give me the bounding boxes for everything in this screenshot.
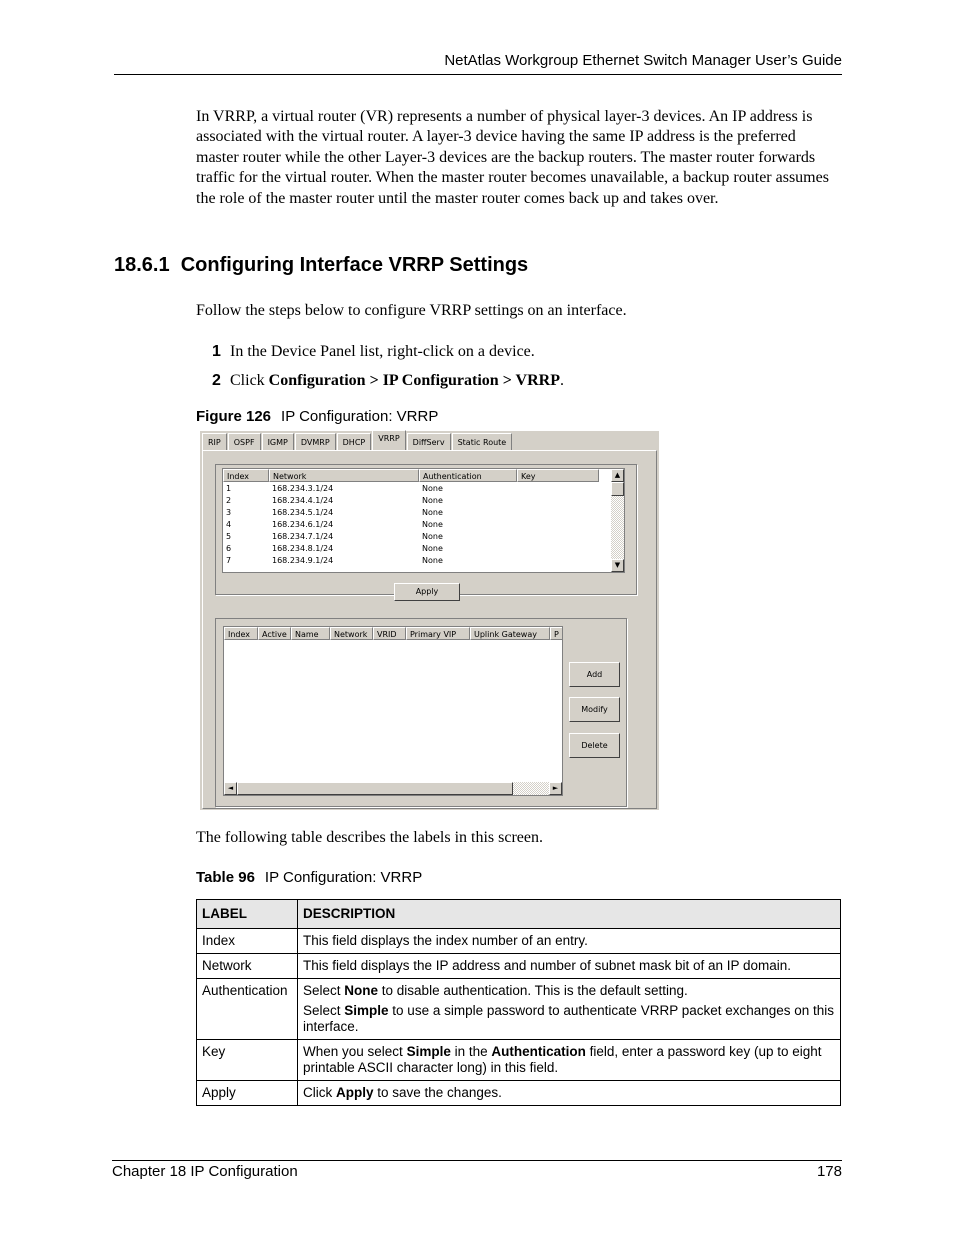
desc-line (303, 1003, 835, 1035)
tab-bar (202, 433, 513, 450)
section-number: 18.6.1 (114, 254, 170, 276)
cell-network: 168.234.6.1/24 (272, 520, 334, 529)
cell-network: 168.234.8.1/24 (272, 544, 334, 553)
row-label: Apply (197, 1081, 298, 1106)
bold-term: Simple (406, 1044, 451, 1059)
text: in the (450, 1044, 492, 1059)
figure-label: Figure 126 (196, 408, 272, 425)
step-text: Click (230, 372, 269, 389)
cell-index: 5 (226, 532, 232, 541)
cell-authentication: None (422, 544, 443, 553)
bold-term: Apply (336, 1085, 374, 1100)
vrrp-list-header (224, 627, 563, 640)
col-uplink-gateway[interactable]: Uplink Gateway (470, 627, 550, 640)
header-label: LABEL (197, 900, 298, 929)
menu-path: Configuration > IP Configuration > VRRP (268, 372, 560, 389)
table-intro: The following table describes the labels in this screen. (196, 829, 544, 846)
tab-dhcp[interactable]: DHCP (337, 433, 372, 451)
interface-group (215, 464, 637, 595)
step-punct: . (559, 372, 564, 389)
row-description (298, 1040, 841, 1081)
step-number: 1 (212, 343, 221, 360)
cell-authentication: None (422, 508, 443, 517)
follow-text: Follow the steps below to configure VRRP settings on an interface. (196, 302, 627, 319)
page-number: 178 (816, 1163, 842, 1180)
scroll-up-icon[interactable]: ▲ (611, 469, 624, 482)
list-item[interactable] (223, 496, 517, 508)
scroll-left-icon[interactable]: ◄ (224, 782, 237, 795)
row-description (298, 1081, 841, 1106)
text: Click (303, 1085, 336, 1100)
page-footer (112, 1160, 842, 1180)
table-row (197, 979, 841, 1040)
col-name[interactable]: Name (291, 627, 330, 640)
row-description: This field displays the IP address and number of subnet mask bit of an IP domain. (298, 954, 841, 979)
col-network[interactable]: Network (330, 627, 373, 640)
interface-list-header (223, 469, 599, 482)
header-description: DESCRIPTION (298, 900, 841, 929)
table-title: IP Configuration: VRRP (264, 869, 423, 886)
delete-button[interactable]: Delete (569, 733, 620, 758)
text: to save the changes. (373, 1085, 502, 1100)
bold-term: Authentication (491, 1044, 586, 1059)
row-label: Authentication (197, 979, 298, 1040)
bold-term: None (344, 983, 379, 998)
cell-network: 168.234.7.1/24 (272, 532, 334, 541)
table-label: Table 96 (196, 869, 255, 886)
text: Select (303, 983, 345, 998)
col-p[interactable]: P (550, 627, 563, 640)
label-description-table (196, 899, 841, 1106)
table-header-row (197, 900, 841, 929)
list-item[interactable] (223, 556, 517, 568)
col-index[interactable]: Index (223, 469, 269, 482)
scroll-down-icon[interactable]: ▼ (611, 559, 624, 572)
cell-network: 168.234.4.1/24 (272, 496, 334, 505)
scroll-thumb[interactable] (611, 482, 624, 496)
modify-button[interactable]: Modify (569, 697, 620, 722)
tab-vrrp[interactable]: VRRP (372, 430, 405, 450)
list-item[interactable] (223, 484, 517, 496)
section-heading (114, 254, 528, 277)
text: When you select (303, 1044, 407, 1059)
table-caption (196, 869, 422, 886)
cell-index: 2 (226, 496, 232, 505)
add-button[interactable]: Add (569, 662, 620, 687)
table-row (197, 954, 841, 979)
list-item[interactable] (223, 532, 517, 544)
interface-list[interactable] (222, 468, 625, 573)
tab-diffserv[interactable]: DiffServ (407, 433, 451, 451)
chapter-title: Chapter 18 IP Configuration (112, 1163, 298, 1180)
col-key[interactable]: Key (517, 469, 599, 482)
list-item[interactable] (223, 520, 517, 532)
cell-index: 4 (226, 520, 232, 529)
tab-dvmrp[interactable]: DVMRP (295, 433, 336, 451)
tab-ospf[interactable]: OSPF (228, 433, 261, 451)
row-description: This field displays the index number of an entry. (298, 929, 841, 954)
row-label: Key (197, 1040, 298, 1081)
vrrp-tab-panel (202, 450, 657, 809)
row-description (298, 979, 841, 1040)
cell-index: 6 (226, 544, 232, 553)
interface-list-scrollbar[interactable] (611, 469, 624, 572)
col-active[interactable]: Active (258, 627, 291, 640)
bold-term: Simple (344, 1003, 389, 1018)
col-vrid[interactable]: VRID (373, 627, 406, 640)
cell-network: 168.234.3.1/24 (272, 484, 334, 493)
cell-index: 3 (226, 508, 232, 517)
col-primary-vip[interactable]: Primary VIP (406, 627, 470, 640)
cell-index: 1 (226, 484, 232, 493)
text: to disable authentication. This is the default setting. (378, 983, 688, 998)
apply-button[interactable]: Apply (394, 583, 460, 601)
intro-paragraph: In VRRP, a virtual router (VR) represents a number of physical layer-3 devices. An IP address is associated with the virtual router. A layer-3 device having the same IP address is the preferred master router while the other Layer-3 devices are the backup routers. The master router forwards traffic for the virtual router. When the master router becomes unavailable, a backup router assumes the role of the master router until the master router comes back up and takes over. (196, 108, 829, 207)
vrrp-list-scrollbar[interactable] (224, 782, 562, 795)
step-2 (212, 372, 564, 390)
vrrp-list[interactable] (223, 626, 563, 796)
cell-authentication: None (422, 520, 443, 529)
figure-caption (196, 408, 438, 425)
desc-line (303, 983, 835, 999)
figure-title: IP Configuration: VRRP (281, 408, 439, 425)
cell-authentication: None (422, 532, 443, 541)
page-header (114, 50, 842, 75)
step-1 (212, 343, 535, 361)
cell-network: 168.234.5.1/24 (272, 508, 334, 517)
cell-index: 7 (226, 556, 232, 565)
scroll-right-icon[interactable]: ► (549, 782, 562, 795)
col-index[interactable]: Index (224, 627, 258, 640)
tab-rip[interactable]: RIP (202, 433, 227, 451)
cell-authentication: None (422, 496, 443, 505)
col-network[interactable]: Network (269, 469, 419, 482)
table-row (197, 929, 841, 954)
scroll-thumb[interactable] (237, 782, 513, 795)
vrrp-group (215, 618, 627, 807)
step-number: 2 (212, 372, 221, 389)
table-row (197, 1040, 841, 1081)
guide-title: NetAtlas Workgroup Ethernet Switch Manager User’s Guide (444, 52, 842, 69)
tab-igmp[interactable]: IGMP (262, 433, 294, 451)
vrrp-screenshot (199, 430, 660, 811)
list-item[interactable] (223, 508, 517, 520)
col-authentication[interactable]: Authentication (419, 469, 517, 482)
cell-authentication: None (422, 556, 443, 565)
row-label: Index (197, 929, 298, 954)
list-item[interactable] (223, 544, 517, 556)
text: field, enter a password key (up to eight printable ASCII character long) in this field. (303, 1044, 822, 1075)
table-row (197, 1081, 841, 1106)
section-title: Configuring Interface VRRP Settings (180, 254, 529, 276)
text: Select (303, 1003, 345, 1018)
cell-network: 168.234.9.1/24 (272, 556, 334, 565)
text: to use a simple password to authenticate VRRP packet exchanges on this interface. (303, 1003, 835, 1034)
cell-authentication: None (422, 484, 443, 493)
tab-static-route[interactable]: Static Route (452, 433, 513, 451)
row-label: Network (197, 954, 298, 979)
step-text: In the Device Panel list, right-click on a device. (230, 343, 535, 360)
